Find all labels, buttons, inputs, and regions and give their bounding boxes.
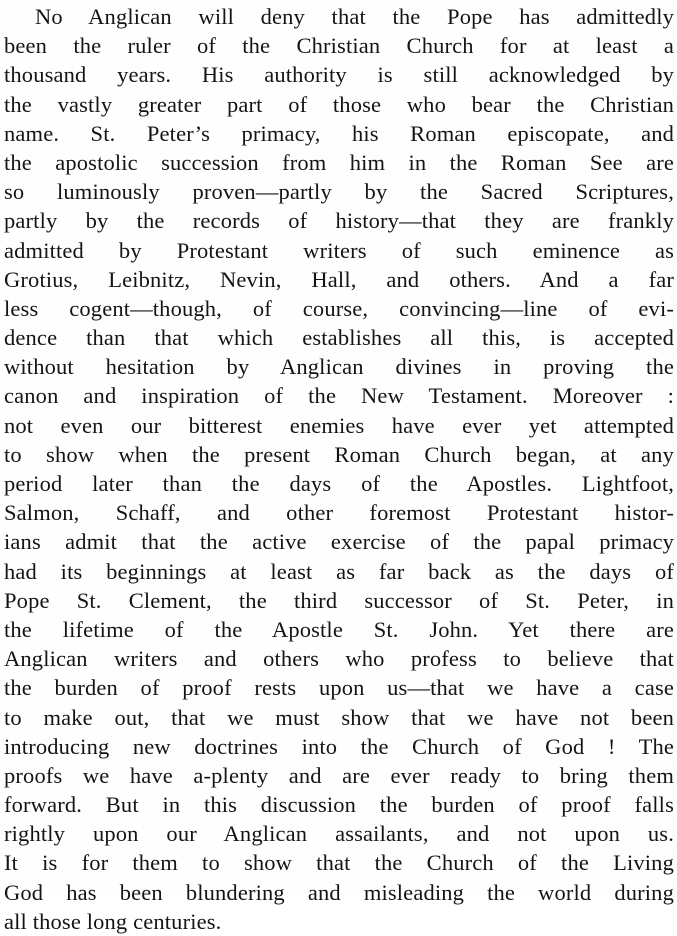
paragraph-line: admitted by Protestant writers of such eminence as <box>4 237 674 263</box>
paragraph-line: partly by the records of history—that they are frankly <box>4 208 674 234</box>
paragraph-line: canon and inspiration of the New Testament. Moreover : <box>4 383 674 409</box>
paragraph-line: Anglican writers and others who profess to believe that <box>4 646 674 672</box>
paragraph-line: proofs we have a-plenty and are ever ready to bring them <box>4 762 674 788</box>
paragraph-line: so luminously proven—partly by the Sacred Scriptures, <box>4 179 674 205</box>
paragraph-line: rightly upon our Anglican assailants, and not upon us. <box>4 821 674 847</box>
paragraph-line: name. St. Peter’s primacy, his Roman episcopate, and <box>4 120 674 146</box>
paragraph-line: Pope St. Clement, the third successor of St. Peter, in <box>4 587 674 613</box>
paragraph-line: less cogent—though, of course, convincing—line of evi- <box>4 295 674 321</box>
paragraph-line: the burden of proof rests upon us—that we have a case <box>4 675 674 701</box>
paragraph-line: the apostolic succession from him in the Roman See are <box>4 149 674 175</box>
paragraph-line: been the ruler of the Christian Church for at least a <box>4 33 674 59</box>
paragraph-line: period later than the days of the Apostles. Lightfoot, <box>4 471 674 496</box>
paragraph-line: had its beginnings at least as far back as the days of <box>4 558 674 584</box>
body-paragraph <box>4 2 674 936</box>
paragraph-line: thousand years. His authority is still acknowledged by <box>4 62 674 88</box>
paragraph-line: Salmon, Schaff, and other foremost Protestant histor- <box>4 500 674 526</box>
paragraph-line: the vastly greater part of those who bear the Christian <box>4 91 674 117</box>
paragraph-line: dence than that which establishes all this, is accepted <box>4 325 674 351</box>
paragraph-line: No Anglican will deny that the Pope has admittedly <box>35 4 674 29</box>
paragraph-line: ians admit that the active exercise of the papal primacy <box>4 529 674 555</box>
paragraph-line: to make out, that we must show that we have not been <box>4 704 674 730</box>
paragraph-line: all those long centuries. <box>4 908 222 934</box>
paragraph-line: introducing new doctrines into the Church of God ! The <box>4 733 674 759</box>
paragraph-line: forward. But in this discussion the burden of proof falls <box>4 792 674 818</box>
paragraph-line: the lifetime of the Apostle St. John. Yet there are <box>4 616 674 642</box>
paragraph-line: God has been blundering and misleading the world during <box>4 879 674 905</box>
paragraph-line: not even our bitterest enemies have ever yet attempted <box>4 412 674 438</box>
paragraph-line: It is for them to show that the Church of the Living <box>4 850 674 876</box>
paragraph-line: to show when the present Roman Church began, at any <box>4 441 674 467</box>
paragraph-line: Grotius, Leibnitz, Nevin, Hall, and others. And a far <box>4 266 674 292</box>
paragraph-line: without hesitation by Anglican divines in proving the <box>4 354 674 380</box>
